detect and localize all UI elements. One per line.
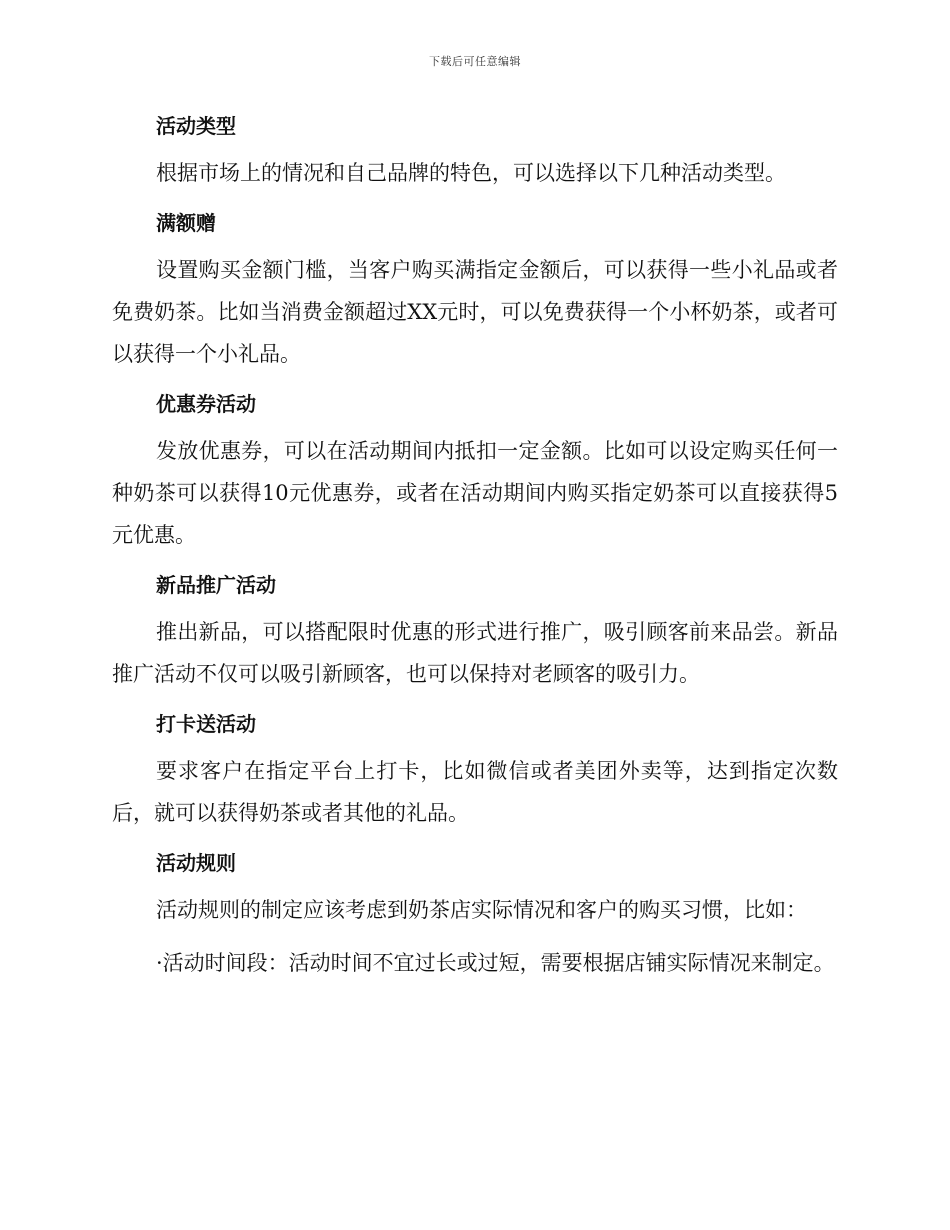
paragraph-activity-rules: 活动规则的制定应该考虑到奶茶店实际情况和客户的购买习惯，比如： — [156, 898, 807, 922]
header-note: 下载后可任意编辑 — [429, 55, 521, 68]
document-body — [112, 108, 838, 984]
paragraph-check-in: 要求客户在指定平台上打卡，比如微信或者美团外卖等，达到指定次数后，就可以获得奶茶或者其他的礼品。 — [112, 759, 838, 825]
heading-activity-types: 活动类型 — [156, 114, 236, 138]
heading-spend-gift: 满额赠 — [156, 211, 216, 235]
paragraph-new-product: 推出新品，可以搭配限时优惠的形式进行推广，吸引顾客前来品尝。新品推广活动不仅可以吸引新顾客，也可以保持对老顾客的吸引力。 — [112, 620, 838, 686]
heading-coupon: 优惠券活动 — [156, 392, 256, 416]
paragraph-coupon: 发放优惠券，可以在活动期间内抵扣一定金额。比如可以设定购买任何一种奶茶可以获得10元优惠券，或者在活动期间内购买指定奶茶可以直接获得5元优惠。 — [112, 439, 838, 547]
heading-new-product: 新品推广活动 — [156, 573, 276, 597]
paragraph-rule-time-period: ·活动时间段：活动时间不宜过长或过短，需要根据店铺实际情况来制定。 — [156, 951, 835, 975]
heading-check-in: 打卡送活动 — [156, 712, 256, 736]
heading-activity-rules: 活动规则 — [156, 851, 236, 875]
paragraph-spend-gift: 设置购买金额门槛，当客户购买满指定金额后，可以获得一些小礼品或者免费奶茶。比如当消费金额超过XX元时，可以免费获得一个小杯奶茶，或者可以获得一个小礼品。 — [112, 258, 838, 366]
paragraph-activity-types: 根据市场上的情况和自己品牌的特色，可以选择以下几种活动类型。 — [156, 161, 786, 185]
